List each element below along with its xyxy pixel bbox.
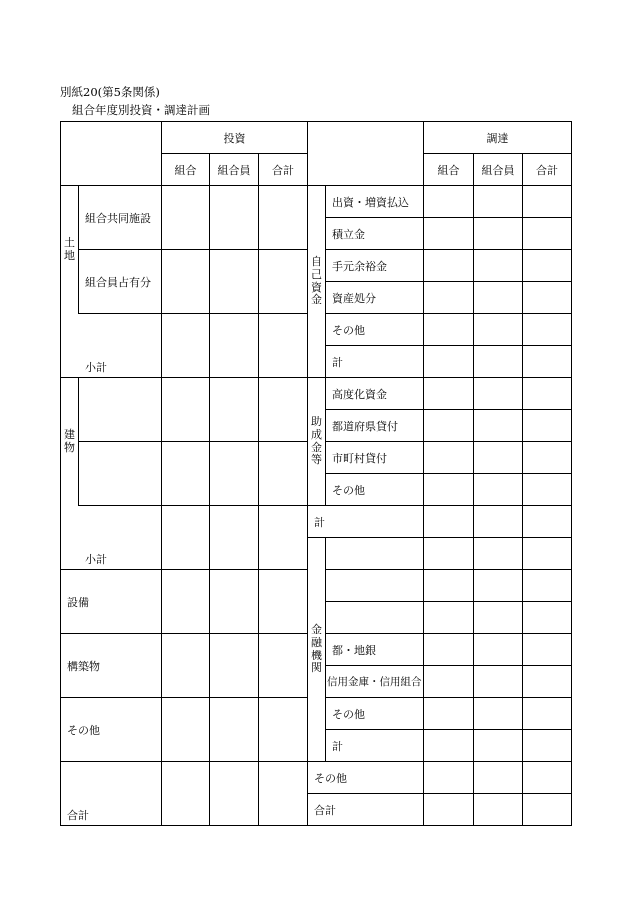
cell	[474, 570, 523, 602]
cell	[259, 250, 308, 314]
cell	[523, 314, 572, 346]
cell	[210, 186, 259, 250]
cell	[474, 730, 523, 762]
cell	[424, 346, 474, 378]
investment-procurement-table	[60, 121, 572, 826]
cell	[523, 378, 572, 410]
cell	[259, 634, 308, 698]
header-corner-left	[61, 122, 162, 186]
cell	[210, 314, 259, 378]
cell	[210, 250, 259, 314]
building-label: 建物	[61, 378, 79, 506]
cell	[523, 762, 572, 794]
grand-total-row: 合計	[61, 762, 162, 826]
cell	[424, 314, 474, 346]
cell	[162, 506, 210, 570]
cell	[162, 570, 210, 634]
cell	[474, 538, 523, 570]
cell	[162, 634, 210, 698]
cell	[259, 506, 308, 570]
cell	[474, 794, 523, 826]
cell	[424, 282, 474, 314]
cell	[259, 186, 308, 250]
cell	[474, 282, 523, 314]
cell	[523, 186, 572, 218]
cell	[523, 730, 572, 762]
cell	[210, 570, 259, 634]
cell	[162, 186, 210, 250]
cell	[474, 506, 523, 538]
cell	[210, 698, 259, 762]
cell	[523, 698, 572, 730]
own-capital-label: 自己資金	[308, 186, 326, 378]
cell	[424, 506, 474, 538]
cell	[474, 442, 523, 474]
cell	[424, 698, 474, 730]
building-row	[79, 378, 162, 442]
cell	[424, 410, 474, 442]
cell	[523, 282, 572, 314]
subsidy-item: 高度化資金	[326, 378, 424, 410]
own-capital-item: 積立金	[326, 218, 424, 250]
cell	[424, 218, 474, 250]
cell	[474, 250, 523, 282]
cell	[259, 442, 308, 506]
finance-item: その他	[326, 698, 424, 730]
cell	[474, 474, 523, 506]
procurement-total-row: 合計	[308, 794, 424, 826]
cell	[259, 378, 308, 442]
land-label: 土地	[61, 186, 79, 314]
cell	[474, 698, 523, 730]
other-row: その他	[61, 698, 162, 762]
cell	[474, 378, 523, 410]
cell	[523, 538, 572, 570]
cell	[424, 378, 474, 410]
subsidy-item: その他	[326, 474, 424, 506]
cell	[424, 762, 474, 794]
building-row	[79, 442, 162, 506]
procurement-other-row: その他	[308, 762, 424, 794]
land-row-joint-facility: 組合共同施設	[79, 186, 162, 250]
own-capital-item: 資産処分	[326, 282, 424, 314]
finance-item: 信用金庫・信用組合	[326, 666, 424, 698]
cell	[210, 378, 259, 442]
inv-col-kumiaiin: 組合員	[210, 154, 259, 186]
cell	[210, 442, 259, 506]
cell	[210, 506, 259, 570]
cell	[523, 570, 572, 602]
cell	[259, 762, 308, 826]
cell	[523, 442, 572, 474]
cell	[424, 666, 474, 698]
cell	[523, 250, 572, 282]
inv-col-kumiai: 組合	[162, 154, 210, 186]
cell	[210, 762, 259, 826]
cell	[474, 634, 523, 666]
structures-row: 構築物	[61, 634, 162, 698]
cell	[523, 634, 572, 666]
cell	[162, 698, 210, 762]
finance-item	[326, 570, 424, 602]
cell	[523, 666, 572, 698]
own-capital-item: 計	[326, 346, 424, 378]
cell	[474, 186, 523, 218]
cell	[474, 666, 523, 698]
own-capital-item: その他	[326, 314, 424, 346]
cell	[474, 314, 523, 346]
cell	[424, 474, 474, 506]
cell	[523, 218, 572, 250]
cell	[259, 314, 308, 378]
form-id: 別紙20(第5条関係)	[60, 85, 160, 99]
cell	[162, 762, 210, 826]
cell	[424, 730, 474, 762]
finance-label: 金融機関	[308, 538, 326, 762]
subsidy-item: 都道府県貸付	[326, 410, 424, 442]
cell	[210, 634, 259, 698]
own-capital-item: 出資・増資払込	[326, 186, 424, 218]
cell	[424, 570, 474, 602]
inv-col-total: 合計	[259, 154, 308, 186]
cell	[474, 762, 523, 794]
cell	[424, 634, 474, 666]
land-subtotal: 小計	[61, 314, 162, 378]
land-row-member-occupied: 組合員占有分	[79, 250, 162, 314]
subsidy-item: 市町村貸付	[326, 442, 424, 474]
cell	[424, 186, 474, 218]
cell	[424, 250, 474, 282]
subsidy-item: 計	[308, 506, 424, 538]
header-corner-middle	[308, 122, 424, 186]
cell	[474, 602, 523, 634]
proc-col-kumiai: 組合	[424, 154, 474, 186]
cell	[523, 602, 572, 634]
subsidy-label: 助成金等	[308, 378, 326, 506]
cell	[424, 602, 474, 634]
cell	[523, 346, 572, 378]
equipment-row: 設備	[61, 570, 162, 634]
document-title: 組合年度別投資・調達計画	[72, 103, 210, 117]
finance-item: 都・地銀	[326, 634, 424, 666]
cell	[474, 218, 523, 250]
proc-col-kumiaiin: 組合員	[474, 154, 523, 186]
cell	[259, 698, 308, 762]
finance-item: 計	[326, 730, 424, 762]
cell	[523, 410, 572, 442]
cell	[424, 794, 474, 826]
cell	[523, 474, 572, 506]
cell	[474, 410, 523, 442]
finance-item	[326, 538, 424, 570]
procurement-header: 調達	[424, 122, 572, 154]
cell	[474, 346, 523, 378]
cell	[523, 506, 572, 538]
finance-item	[326, 602, 424, 634]
cell	[162, 314, 210, 378]
cell	[162, 250, 210, 314]
cell	[424, 442, 474, 474]
cell	[162, 378, 210, 442]
cell	[259, 570, 308, 634]
proc-col-total: 合計	[523, 154, 572, 186]
own-capital-item: 手元余裕金	[326, 250, 424, 282]
cell	[162, 442, 210, 506]
cell	[424, 538, 474, 570]
cell	[523, 794, 572, 826]
investment-header: 投資	[162, 122, 308, 154]
building-subtotal: 小計	[61, 506, 162, 570]
